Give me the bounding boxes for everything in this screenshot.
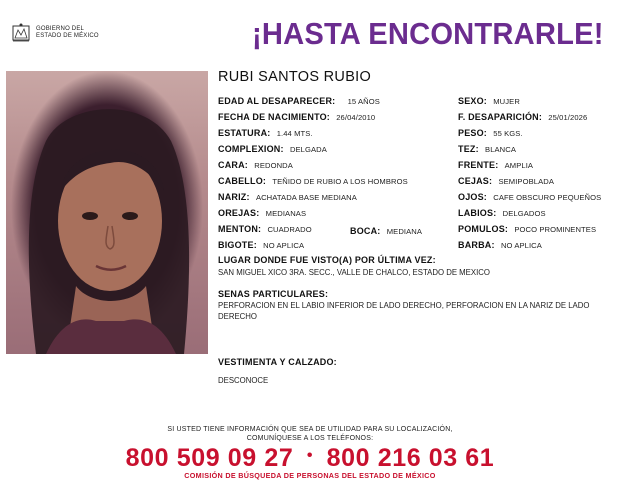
field-label: FRENTE: — [458, 160, 499, 170]
field-label: POMULOS: — [458, 224, 509, 234]
headline: ¡HASTA ENCONTRARLE! — [252, 16, 604, 51]
field-value: DELGADA — [289, 145, 327, 154]
field-label: OREJAS: — [218, 208, 260, 218]
marks-value: PERFORACION EN EL LABIO INFERIOR DE LADO DERECHO, PERFORACION EN LA NARIZ DE LADO DERECHO — [218, 301, 590, 321]
field-boca — [350, 226, 422, 237]
field-label: BIGOTE: — [218, 240, 257, 250]
field-value: 1.44 MTS. — [276, 129, 313, 138]
commission-name: COMISIÓN DE BÚSQUEDA DE PERSONAS DEL ESTADO DE MÉXICO — [184, 471, 436, 480]
phone-numbers — [0, 444, 620, 473]
field-value: 15 AÑOS — [347, 97, 380, 106]
field-value: POCO PROMINENTES — [514, 225, 597, 234]
field-label: FECHA DE NACIMIENTO: — [218, 112, 330, 122]
field-label: MENTON: — [218, 224, 262, 234]
field-value: BLANCA — [485, 145, 517, 154]
field-value: 26/04/2010 — [336, 113, 376, 122]
field-cara — [218, 160, 293, 171]
field-value: SEMIPOBLADA — [498, 177, 554, 186]
field-labios — [458, 208, 546, 219]
field-cabello — [218, 176, 408, 187]
field-label: CEJAS: — [458, 176, 493, 186]
field-edad — [218, 96, 380, 107]
field-value: NO APLICA — [263, 241, 305, 250]
field-sexo — [458, 96, 520, 107]
marks-label: SENAS PARTICULARES: — [218, 289, 329, 299]
field-value: AMPLIA — [504, 161, 534, 170]
field-barba — [458, 240, 542, 251]
field-bigote — [218, 240, 304, 251]
field-label: OJOS: — [458, 192, 488, 202]
person-name: RUBI SANTOS RUBIO — [218, 69, 372, 85]
field-label: SEXO: — [458, 96, 488, 106]
field-label: CABELLO: — [218, 176, 267, 186]
last-seen-label: LUGAR DONDE FUE VISTO(A) POR ÚLTIMA VEZ: — [218, 255, 436, 265]
field-estatura — [218, 128, 313, 139]
field-value: 55 KGS. — [493, 129, 523, 138]
field-value: NO APLICA — [500, 241, 542, 250]
field-complexion — [218, 144, 327, 155]
field-label: COMPLEXION: — [218, 144, 284, 154]
field-value: ACHATADA BASE MEDIANA — [255, 193, 357, 202]
field-label: NARIZ: — [218, 192, 250, 202]
field-value: TEÑIDO DE RUBIO A LOS HOMBROS — [272, 177, 408, 186]
logo-text-line1: GOBIERNO DEL — [36, 26, 85, 32]
field-orejas — [218, 208, 306, 219]
field-tez — [458, 144, 516, 155]
field-value: CAFE OBSCURO PEQUEÑOS — [493, 193, 602, 202]
field-peso — [458, 128, 523, 139]
phone-number-1[interactable]: 800 509 09 27 — [125, 444, 294, 472]
field-label: F. DESAPARICIÓN: — [458, 112, 543, 122]
clothing-value: DESCONOCE — [218, 376, 269, 385]
field-value: MEDIANA — [386, 227, 423, 236]
field-cejas — [458, 176, 554, 187]
field-pomulos — [458, 224, 596, 235]
person-photo — [6, 71, 208, 354]
field-label: BOCA: — [350, 226, 381, 236]
field-nacimiento — [218, 112, 375, 123]
field-label: EDAD AL DESAPARECER: — [218, 96, 336, 106]
field-value: REDONDA — [254, 161, 293, 170]
last-seen-value: SAN MIGUEL XICO 3RA. SECC., VALLE DE CHALCO, ESTADO DE MEXICO — [218, 268, 490, 277]
phone-number-2[interactable]: 800 216 03 61 — [326, 444, 495, 472]
footer-info-line2: COMUNÍQUESE A LOS TELÉFONOS: — [246, 435, 374, 442]
field-desaparicion — [458, 112, 587, 123]
field-label: LABIOS: — [458, 208, 497, 218]
portrait-illustration — [6, 71, 208, 354]
field-value: DELGADOS — [502, 209, 546, 218]
field-value: CUADRADO — [267, 225, 312, 234]
field-menton — [218, 224, 312, 235]
field-label: TEZ: — [458, 144, 479, 154]
phone-separator: • — [306, 447, 314, 465]
logo-text-line2: ESTADO DE MÉXICO — [36, 33, 99, 39]
field-label: BARBA: — [458, 240, 495, 250]
footer-info-line1: SI USTED TIENE INFORMACIÓN QUE SEA DE UTILIDAD PARA SU LOCALIZACIÓN, — [167, 426, 453, 433]
coat-of-arms-icon — [10, 22, 32, 44]
field-nariz — [218, 192, 357, 203]
field-label: ESTATURA: — [218, 128, 271, 138]
field-value: MUJER — [493, 97, 520, 106]
field-frente — [458, 160, 533, 171]
field-label: PESO: — [458, 128, 488, 138]
clothing-label: VESTIMENTA Y CALZADO: — [218, 357, 337, 367]
field-value: MEDIANAS — [265, 209, 307, 218]
government-logo — [10, 22, 120, 46]
field-value: 25/01/2026 — [548, 113, 588, 122]
field-label: CARA: — [218, 160, 248, 170]
field-ojos — [458, 192, 601, 203]
